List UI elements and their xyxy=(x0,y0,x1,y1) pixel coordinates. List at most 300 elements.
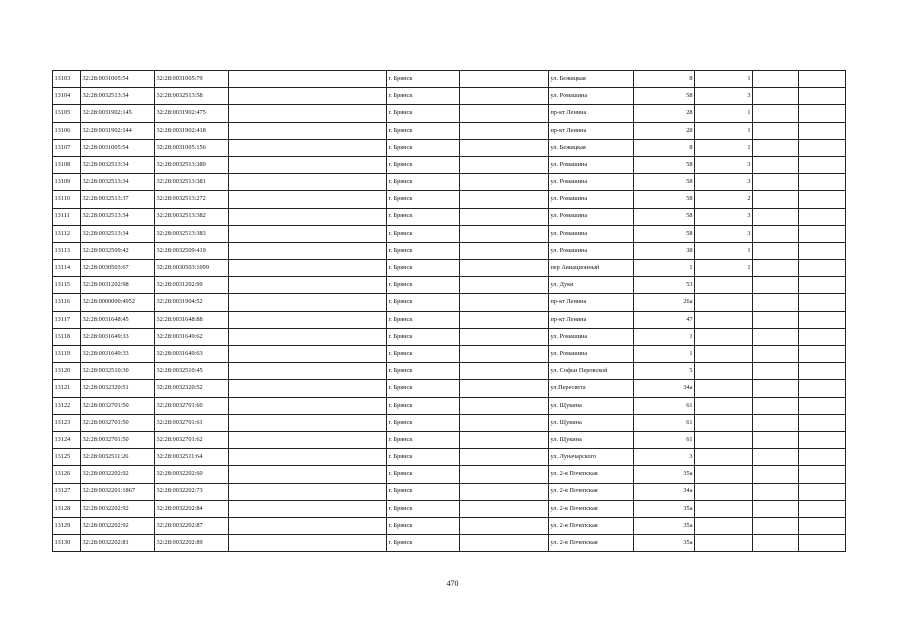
blank-cell xyxy=(753,449,799,466)
object-number-cell: 32:28:0032202:73 xyxy=(155,483,229,500)
street-cell: ул. Дуки xyxy=(549,277,634,294)
city-cell: г. Брянск xyxy=(387,431,460,448)
table-row xyxy=(53,500,846,517)
object-number-cell: 32:28:0032202:89 xyxy=(155,535,229,552)
city-cell: г. Брянск xyxy=(387,397,460,414)
row-id-cell: 13108 xyxy=(53,156,81,173)
row-id-cell: 13126 xyxy=(53,466,81,483)
house-number-cell: 8 xyxy=(634,71,695,88)
table-row xyxy=(53,363,846,380)
street-cell: ул. Ромашина xyxy=(549,225,634,242)
object-number-cell: 32:28:0032202:60 xyxy=(155,466,229,483)
blank-cell xyxy=(460,191,549,208)
city-cell: г. Брянск xyxy=(387,517,460,534)
street-cell: ул. 2-я Почепская xyxy=(549,500,634,517)
count-cell: 2 xyxy=(695,191,753,208)
row-id-cell: 13109 xyxy=(53,174,81,191)
house-number-cell: 58 xyxy=(634,156,695,173)
cadastral-number-cell: 32:28:0032201:1867 xyxy=(81,483,155,500)
object-number-cell: 32:28:0031648:88 xyxy=(155,311,229,328)
house-number-cell: 61 xyxy=(634,397,695,414)
house-number-cell: 8 xyxy=(634,139,695,156)
object-number-cell: 32:28:0032513:380 xyxy=(155,156,229,173)
blank-cell xyxy=(753,466,799,483)
blank-cell xyxy=(229,260,387,277)
cadastral-number-cell: 32:28:0031202:98 xyxy=(81,277,155,294)
table-row xyxy=(53,328,846,345)
blank-cell xyxy=(460,517,549,534)
blank-cell xyxy=(799,191,846,208)
cadastral-number-cell: 32:28:0031005:54 xyxy=(81,139,155,156)
blank-cell xyxy=(460,156,549,173)
house-number-cell: 61 xyxy=(634,431,695,448)
row-id-cell: 13123 xyxy=(53,414,81,431)
blank-cell xyxy=(229,363,387,380)
count-cell: 3 xyxy=(695,156,753,173)
count-cell: 1 xyxy=(695,242,753,259)
cadastral-number-cell: 32:28:0032513:34 xyxy=(81,225,155,242)
object-number-cell: 32:28:0032202:87 xyxy=(155,517,229,534)
city-cell: г. Брянск xyxy=(387,122,460,139)
street-cell: ул. Щукина xyxy=(549,414,634,431)
object-number-cell: 32:28:0031902:418 xyxy=(155,122,229,139)
cadastral-number-cell: 32:28:0031649:33 xyxy=(81,346,155,363)
blank-cell xyxy=(460,294,549,311)
house-number-cell: 58 xyxy=(634,208,695,225)
object-number-cell: 32:28:0031649:62 xyxy=(155,328,229,345)
blank-cell xyxy=(799,431,846,448)
blank-cell xyxy=(229,122,387,139)
object-number-cell: 32:28:0030503:1099 xyxy=(155,260,229,277)
house-number-cell: 28 xyxy=(634,122,695,139)
blank-cell xyxy=(799,483,846,500)
blank-cell xyxy=(799,156,846,173)
blank-cell xyxy=(799,71,846,88)
street-cell: пр-кт Ленина xyxy=(549,105,634,122)
blank-cell xyxy=(460,260,549,277)
city-cell: г. Брянск xyxy=(387,242,460,259)
city-cell: г. Брянск xyxy=(387,225,460,242)
blank-cell xyxy=(753,328,799,345)
table-row xyxy=(53,225,846,242)
street-cell: ул. Ромашина xyxy=(549,156,634,173)
object-number-cell: 32:28:0032320:52 xyxy=(155,380,229,397)
table-row xyxy=(53,139,846,156)
count-cell xyxy=(695,449,753,466)
city-cell: г. Брянск xyxy=(387,174,460,191)
blank-cell xyxy=(753,294,799,311)
blank-cell xyxy=(460,122,549,139)
city-cell: г. Брянск xyxy=(387,294,460,311)
count-cell: 3 xyxy=(695,174,753,191)
object-number-cell: 32:28:0031202:99 xyxy=(155,277,229,294)
house-number-cell: 58 xyxy=(634,174,695,191)
object-number-cell: 32:28:0031649:63 xyxy=(155,346,229,363)
blank-cell xyxy=(799,414,846,431)
cadastral-number-cell: 32:28:0031005:54 xyxy=(81,71,155,88)
street-cell: ул. Луначарского xyxy=(549,449,634,466)
blank-cell xyxy=(229,535,387,552)
blank-cell xyxy=(799,208,846,225)
blank-cell xyxy=(229,500,387,517)
cadastral-number-cell: 32:28:0032510:30 xyxy=(81,363,155,380)
blank-cell xyxy=(753,260,799,277)
row-id-cell: 13111 xyxy=(53,208,81,225)
blank-cell xyxy=(753,208,799,225)
row-id-cell: 13117 xyxy=(53,311,81,328)
street-cell: ул. 2-я Почепская xyxy=(549,483,634,500)
row-id-cell: 13125 xyxy=(53,449,81,466)
table-row xyxy=(53,174,846,191)
count-cell: 1 xyxy=(695,260,753,277)
table-row xyxy=(53,483,846,500)
count-cell xyxy=(695,380,753,397)
blank-cell xyxy=(753,156,799,173)
object-number-cell: 32:28:0032513:58 xyxy=(155,88,229,105)
blank-cell xyxy=(753,397,799,414)
object-number-cell: 32:28:0032510:45 xyxy=(155,363,229,380)
blank-cell xyxy=(229,71,387,88)
house-number-cell: 28 xyxy=(634,105,695,122)
row-id-cell: 13127 xyxy=(53,483,81,500)
street-cell: пр-кт Ленина xyxy=(549,122,634,139)
count-cell xyxy=(695,397,753,414)
house-number-cell: 35а xyxy=(634,500,695,517)
city-cell: г. Брянск xyxy=(387,328,460,345)
cadastral-number-cell: 32:28:0032509:42 xyxy=(81,242,155,259)
object-number-cell: 32:28:0032509:419 xyxy=(155,242,229,259)
table-row xyxy=(53,260,846,277)
object-number-cell: 32:28:0032513:272 xyxy=(155,191,229,208)
blank-cell xyxy=(460,380,549,397)
blank-cell xyxy=(460,208,549,225)
city-cell: г. Брянск xyxy=(387,71,460,88)
row-id-cell: 13113 xyxy=(53,242,81,259)
blank-cell xyxy=(229,208,387,225)
row-id-cell: 13121 xyxy=(53,380,81,397)
blank-cell xyxy=(229,242,387,259)
blank-cell xyxy=(799,328,846,345)
registry-rows xyxy=(53,71,846,552)
city-cell: г. Брянск xyxy=(387,414,460,431)
blank-cell xyxy=(460,105,549,122)
blank-cell xyxy=(753,277,799,294)
table-row xyxy=(53,294,846,311)
count-cell xyxy=(695,517,753,534)
street-cell: ул. Ромашина xyxy=(549,242,634,259)
house-number-cell: 35а xyxy=(634,517,695,534)
street-cell: ул. Ромашина xyxy=(549,191,634,208)
city-cell: г. Брянск xyxy=(387,139,460,156)
cadastral-number-cell: 32:28:0032202:92 xyxy=(81,466,155,483)
count-cell xyxy=(695,500,753,517)
house-number-cell: 1 xyxy=(634,328,695,345)
blank-cell xyxy=(460,71,549,88)
blank-cell xyxy=(799,535,846,552)
house-number-cell: 26а xyxy=(634,294,695,311)
blank-cell xyxy=(799,225,846,242)
blank-cell xyxy=(229,414,387,431)
count-cell xyxy=(695,328,753,345)
table-row xyxy=(53,380,846,397)
blank-cell xyxy=(229,156,387,173)
blank-cell xyxy=(460,311,549,328)
blank-cell xyxy=(753,311,799,328)
object-number-cell: 32:28:0032511:64 xyxy=(155,449,229,466)
table-row xyxy=(53,242,846,259)
street-cell: ул. Ромашина xyxy=(549,88,634,105)
blank-cell xyxy=(460,363,549,380)
blank-cell xyxy=(753,517,799,534)
house-number-cell: 58 xyxy=(634,225,695,242)
cadastral-number-cell: 32:28:0032202:92 xyxy=(81,500,155,517)
table-row xyxy=(53,122,846,139)
row-id-cell: 13115 xyxy=(53,277,81,294)
blank-cell xyxy=(229,483,387,500)
cadastral-number-cell: 32:28:0032513:34 xyxy=(81,174,155,191)
table-row xyxy=(53,277,846,294)
house-number-cell: 47 xyxy=(634,311,695,328)
count-cell xyxy=(695,294,753,311)
blank-cell xyxy=(460,414,549,431)
object-number-cell: 32:28:0032513:383 xyxy=(155,225,229,242)
cadastral-number-cell: 32:28:0032513:34 xyxy=(81,88,155,105)
blank-cell xyxy=(799,242,846,259)
blank-cell xyxy=(460,174,549,191)
blank-cell xyxy=(799,311,846,328)
street-cell: ул. Ромашина xyxy=(549,346,634,363)
count-cell xyxy=(695,535,753,552)
object-number-cell: 32:28:0031005:156 xyxy=(155,139,229,156)
table-row xyxy=(53,535,846,552)
cadastral-number-cell: 32:28:0032320:51 xyxy=(81,380,155,397)
cadastral-number-cell: 32:28:0032701:50 xyxy=(81,397,155,414)
blank-cell xyxy=(229,380,387,397)
page-number: 470 xyxy=(446,579,459,588)
cadastral-number-cell: 32:28:0032513:34 xyxy=(81,156,155,173)
blank-cell xyxy=(460,139,549,156)
house-number-cell: 38 xyxy=(634,242,695,259)
house-number-cell: 53 xyxy=(634,277,695,294)
blank-cell xyxy=(229,88,387,105)
cadastral-number-cell: 32:28:0032701:50 xyxy=(81,414,155,431)
house-number-cell: 58 xyxy=(634,191,695,208)
cadastral-number-cell: 32:28:0031902:144 xyxy=(81,122,155,139)
cadastral-number-cell: 32:28:0031649:33 xyxy=(81,328,155,345)
house-number-cell: 35а xyxy=(634,466,695,483)
cadastral-number-cell: 32:28:0032701:50 xyxy=(81,431,155,448)
blank-cell xyxy=(460,346,549,363)
row-id-cell: 13107 xyxy=(53,139,81,156)
blank-cell xyxy=(460,483,549,500)
row-id-cell: 13110 xyxy=(53,191,81,208)
object-number-cell: 32:28:0032513:381 xyxy=(155,174,229,191)
blank-cell xyxy=(229,328,387,345)
blank-cell xyxy=(753,414,799,431)
blank-cell xyxy=(229,105,387,122)
table-row xyxy=(53,191,846,208)
blank-cell xyxy=(753,242,799,259)
count-cell: 1 xyxy=(695,122,753,139)
house-number-cell: 5 xyxy=(634,363,695,380)
count-cell xyxy=(695,483,753,500)
cadastral-number-cell: 32:28:0032202:92 xyxy=(81,517,155,534)
row-id-cell: 13105 xyxy=(53,105,81,122)
street-cell: ул. Бежицкая xyxy=(549,139,634,156)
street-cell: пер Авиационный xyxy=(549,260,634,277)
street-cell: ул.Пересвета xyxy=(549,380,634,397)
blank-cell xyxy=(799,122,846,139)
city-cell: г. Брянск xyxy=(387,466,460,483)
street-cell: ул. Ромашина xyxy=(549,208,634,225)
object-number-cell: 32:28:0032701:60 xyxy=(155,397,229,414)
blank-cell xyxy=(753,225,799,242)
city-cell: г. Брянск xyxy=(387,156,460,173)
street-cell: ул. Софьи Перовской xyxy=(549,363,634,380)
cadastral-number-cell: 32:28:0000000:4952 xyxy=(81,294,155,311)
blank-cell xyxy=(229,466,387,483)
blank-cell xyxy=(753,500,799,517)
blank-cell xyxy=(753,71,799,88)
count-cell xyxy=(695,311,753,328)
blank-cell xyxy=(229,174,387,191)
blank-cell xyxy=(460,466,549,483)
count-cell xyxy=(695,277,753,294)
count-cell: 3 xyxy=(695,225,753,242)
row-id-cell: 13129 xyxy=(53,517,81,534)
street-cell: пр-кт Ленина xyxy=(549,311,634,328)
count-cell: 1 xyxy=(695,71,753,88)
row-id-cell: 13119 xyxy=(53,346,81,363)
blank-cell xyxy=(799,139,846,156)
blank-cell xyxy=(229,294,387,311)
city-cell: г. Брянск xyxy=(387,311,460,328)
object-number-cell: 32:28:0031902:475 xyxy=(155,105,229,122)
blank-cell xyxy=(229,346,387,363)
blank-cell xyxy=(460,328,549,345)
city-cell: г. Брянск xyxy=(387,105,460,122)
table-row xyxy=(53,311,846,328)
blank-cell xyxy=(799,277,846,294)
blank-cell xyxy=(799,380,846,397)
street-cell: ул. Ромашина xyxy=(549,328,634,345)
city-cell: г. Брянск xyxy=(387,500,460,517)
row-id-cell: 13128 xyxy=(53,500,81,517)
object-number-cell: 32:28:0032701:62 xyxy=(155,431,229,448)
row-id-cell: 13114 xyxy=(53,260,81,277)
house-number-cell: 35а xyxy=(634,535,695,552)
row-id-cell: 13124 xyxy=(53,431,81,448)
cadastral-number-cell: 32:28:0031902:145 xyxy=(81,105,155,122)
row-id-cell: 13103 xyxy=(53,71,81,88)
street-cell: ул. 2-я Почепская xyxy=(549,466,634,483)
count-cell: 1 xyxy=(695,105,753,122)
count-cell xyxy=(695,466,753,483)
count-cell xyxy=(695,431,753,448)
blank-cell xyxy=(753,174,799,191)
blank-cell xyxy=(460,225,549,242)
count-cell: 3 xyxy=(695,88,753,105)
blank-cell xyxy=(229,449,387,466)
blank-cell xyxy=(753,380,799,397)
blank-cell xyxy=(799,294,846,311)
street-cell: ул. Щукина xyxy=(549,431,634,448)
blank-cell xyxy=(460,277,549,294)
blank-cell xyxy=(753,363,799,380)
city-cell: г. Брянск xyxy=(387,363,460,380)
blank-cell xyxy=(229,225,387,242)
blank-cell xyxy=(799,260,846,277)
blank-cell xyxy=(460,397,549,414)
cadastral-number-cell: 32:28:0032513:34 xyxy=(81,208,155,225)
house-number-cell: 1 xyxy=(634,260,695,277)
blank-cell xyxy=(229,311,387,328)
count-cell: 1 xyxy=(695,139,753,156)
blank-cell xyxy=(799,88,846,105)
table-row xyxy=(53,156,846,173)
row-id-cell: 13106 xyxy=(53,122,81,139)
blank-cell xyxy=(753,105,799,122)
blank-cell xyxy=(460,242,549,259)
row-id-cell: 13112 xyxy=(53,225,81,242)
blank-cell xyxy=(753,88,799,105)
blank-cell xyxy=(799,363,846,380)
blank-cell xyxy=(229,191,387,208)
street-cell: ул. 2-я Почепская xyxy=(549,517,634,534)
blank-cell xyxy=(799,517,846,534)
table-row xyxy=(53,431,846,448)
table-row xyxy=(53,88,846,105)
cadastral-number-cell: 32:28:0030503:67 xyxy=(81,260,155,277)
table-row xyxy=(53,71,846,88)
street-cell: пр-кт Ленина xyxy=(549,294,634,311)
cadastral-number-cell: 32:28:0032513:37 xyxy=(81,191,155,208)
city-cell: г. Брянск xyxy=(387,449,460,466)
blank-cell xyxy=(799,346,846,363)
table-row xyxy=(53,346,846,363)
count-cell xyxy=(695,414,753,431)
cadastral-number-cell: 32:28:0032511:26 xyxy=(81,449,155,466)
blank-cell xyxy=(753,431,799,448)
row-id-cell: 13130 xyxy=(53,535,81,552)
blank-cell xyxy=(229,397,387,414)
table-row xyxy=(53,414,846,431)
blank-cell xyxy=(460,500,549,517)
table-row xyxy=(53,449,846,466)
house-number-cell: 3 xyxy=(634,449,695,466)
blank-cell xyxy=(460,449,549,466)
city-cell: г. Брянск xyxy=(387,277,460,294)
count-cell xyxy=(695,363,753,380)
table-row xyxy=(53,105,846,122)
cadastral-number-cell: 32:28:0032202:81 xyxy=(81,535,155,552)
city-cell: г. Брянск xyxy=(387,208,460,225)
city-cell: г. Брянск xyxy=(387,535,460,552)
city-cell: г. Брянск xyxy=(387,483,460,500)
row-id-cell: 13104 xyxy=(53,88,81,105)
street-cell: ул. Ромашина xyxy=(549,174,634,191)
blank-cell xyxy=(460,431,549,448)
city-cell: г. Брянск xyxy=(387,260,460,277)
blank-cell xyxy=(229,431,387,448)
street-cell: ул. 2-я Почепская xyxy=(549,535,634,552)
city-cell: г. Брянск xyxy=(387,191,460,208)
object-number-cell: 32:28:0032513:382 xyxy=(155,208,229,225)
row-id-cell: 13122 xyxy=(53,397,81,414)
count-cell xyxy=(695,346,753,363)
city-cell: г. Брянск xyxy=(387,346,460,363)
blank-cell xyxy=(799,397,846,414)
